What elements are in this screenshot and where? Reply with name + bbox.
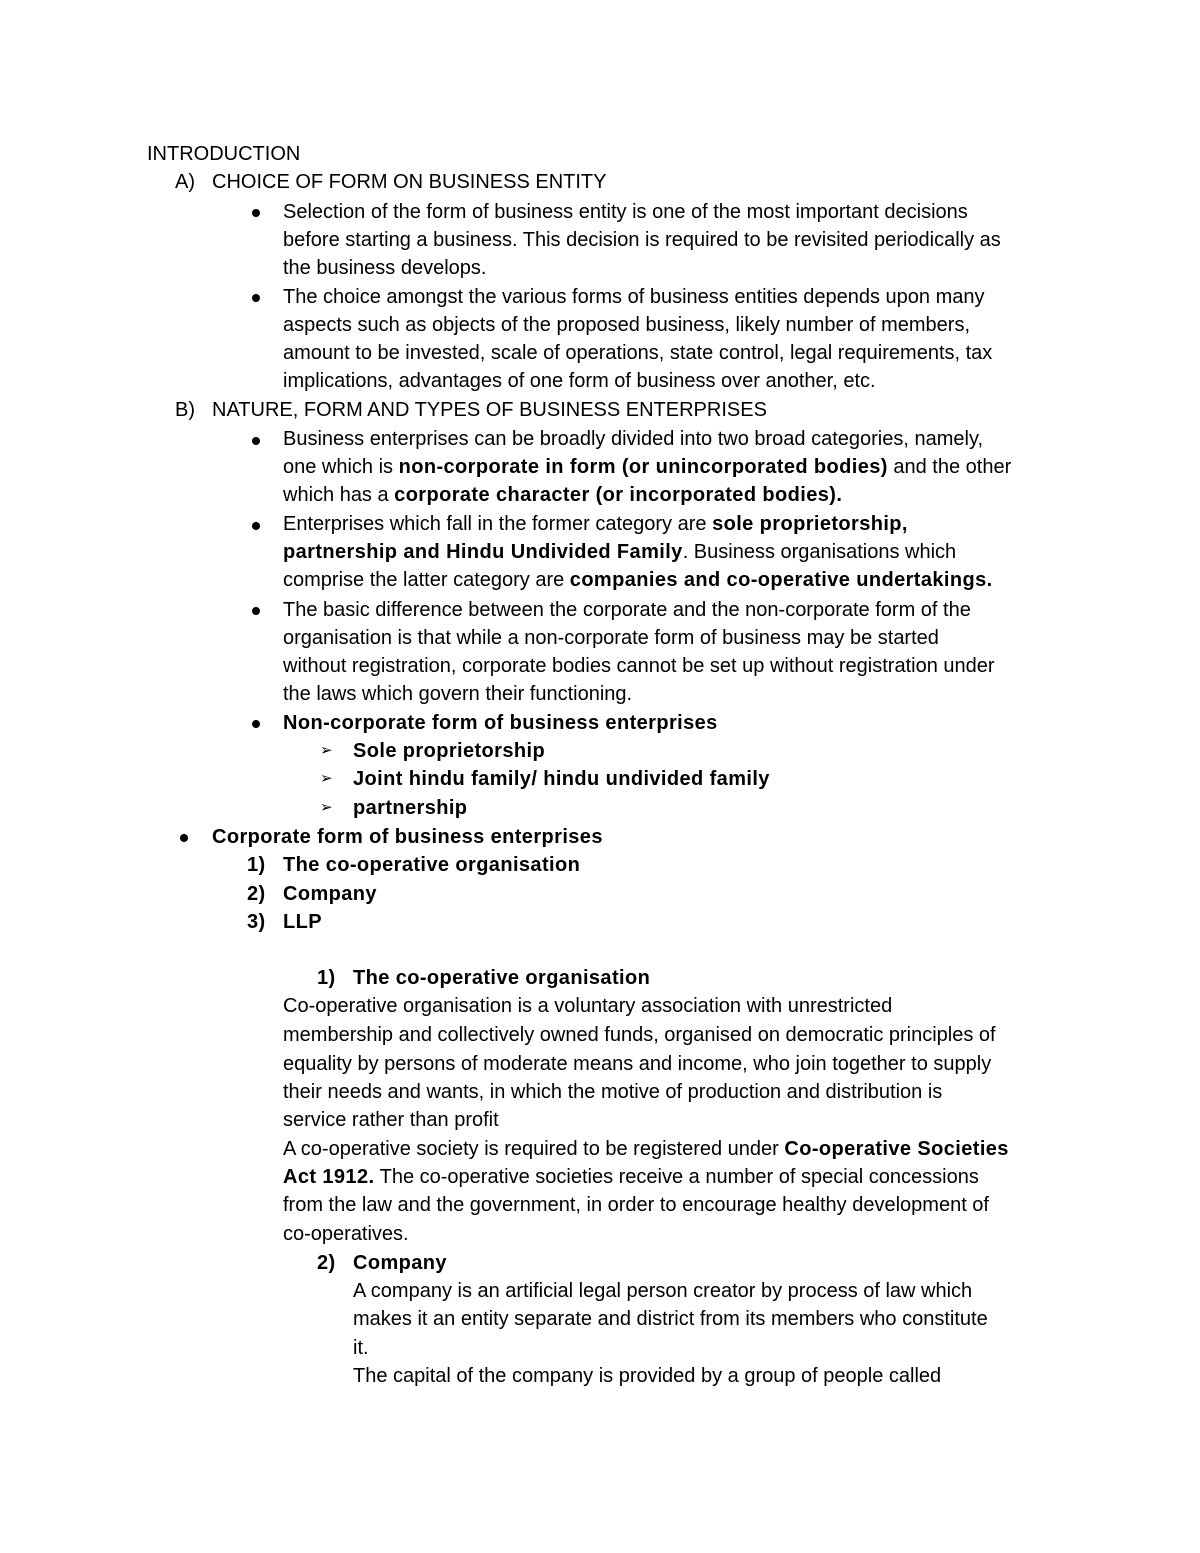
bullet-icon [252, 607, 260, 615]
section-b-bullet3-line: the laws which govern their functioning. [283, 683, 633, 705]
section-b-heading: NATURE, FORM AND TYPES OF BUSINESS ENTERPRISES [212, 399, 767, 421]
list-number: 2) [247, 883, 266, 905]
coop-para1-line: their needs and wants, in which the motive of production and distribution is [283, 1081, 943, 1103]
emphasis-text: companies and co-operative undertakings. [569, 569, 993, 591]
sub-item: partnership [353, 797, 468, 819]
section-a-bullet2-line: The choice amongst the various forms of business entities depends upon many [283, 286, 985, 308]
coop-heading: The co-operative organisation [353, 967, 651, 989]
list-number: 3) [247, 911, 266, 933]
arrow-bullet-icon: ➢ [320, 742, 333, 759]
section-a-bullet2-line: implications, advantages of one form of business over another, etc. [283, 370, 876, 392]
emphasis-text: Act 1912. [283, 1166, 375, 1188]
coop-para2-line: co-operatives. [283, 1223, 409, 1245]
coop-para2-line: A co-operative society is required to be registered under Co-operative Societies [283, 1138, 1009, 1160]
sub-item: Joint hindu family/ hindu undivided family [353, 768, 770, 790]
company-line: it. [353, 1337, 369, 1359]
section-a-bullet1-line: Selection of the form of business entity is one of the most important decisions [283, 201, 968, 223]
company-heading: Company [353, 1252, 447, 1274]
section-a-bullet2-line: amount to be invested, scale of operations, state control, legal requirements, tax [283, 342, 993, 364]
coop-para1-line: equality by persons of moderate means and income, who join together to supply [283, 1053, 992, 1075]
section-a-marker: A) [175, 171, 195, 193]
list-number: 1) [317, 967, 336, 989]
company-line: makes it an entity separate and district from its members who constitute [353, 1308, 988, 1330]
list-number: 1) [247, 854, 266, 876]
bullet-icon [252, 437, 260, 445]
bullet-icon [252, 720, 260, 728]
arrow-bullet-icon: ➢ [320, 770, 333, 787]
section-b-bullet1-line: one which is non-corporate in form (or unincorporated bodies) and the other [283, 456, 1012, 478]
emphasis-text: partnership and Hindu Undivided Family [283, 541, 683, 563]
section-b-bullet2-line: Enterprises which fall in the former category are sole proprietorship, [283, 513, 908, 535]
bullet-icon [252, 294, 260, 302]
corporate-item: LLP [283, 911, 322, 933]
emphasis-text: Co-operative Societies [784, 1138, 1009, 1160]
section-b-marker: B) [175, 399, 195, 421]
section-b-bullet4: Non-corporate form of business enterprises [283, 712, 718, 734]
bullet-icon [252, 209, 260, 217]
section-b-bullet3-line: without registration, corporate bodies cannot be set up without registration under [283, 655, 995, 677]
coop-para1-line: service rather than profit [283, 1109, 499, 1131]
company-line: The capital of the company is provided by a group of people called [353, 1365, 942, 1387]
corporate-item: The co-operative organisation [283, 854, 581, 876]
section-b-bullet1-line: which has a corporate character (or incorporated bodies). [283, 484, 843, 506]
list-number: 2) [317, 1252, 336, 1274]
sub-item: Sole proprietorship [353, 740, 546, 762]
section-a-bullet1-line: before starting a business. This decision is required to be revisited periodically as [283, 229, 1001, 251]
corporate-heading: Corporate form of business enterprises [212, 826, 603, 848]
bullet-icon [252, 522, 260, 530]
coop-para2-line: Act 1912. The co-operative societies receive a number of special concessions [283, 1166, 979, 1188]
bullet-icon [180, 834, 188, 842]
emphasis-text: corporate character (or incorporated bodies). [394, 484, 843, 506]
page-title: INTRODUCTION [147, 143, 301, 165]
section-b-bullet3-line: The basic difference between the corporate and the non-corporate form of the [283, 599, 971, 621]
section-a-heading: CHOICE OF FORM ON BUSINESS ENTITY [212, 171, 607, 193]
section-b-bullet1-line: Business enterprises can be broadly divided into two broad categories, namely, [283, 428, 984, 450]
section-b-bullet2-line: comprise the latter category are companies and co-operative undertakings. [283, 569, 993, 591]
section-a-bullet2-line: aspects such as objects of the proposed business, likely number of members, [283, 314, 971, 336]
corporate-item: Company [283, 883, 377, 905]
section-b-bullet2-line: partnership and Hindu Undivided Family. Business organisations which [283, 541, 957, 563]
emphasis-text: non-corporate in form (or unincorporated bodies) [398, 456, 888, 478]
emphasis-text: sole proprietorship, [712, 513, 908, 535]
coop-para1-line: Co-operative organisation is a voluntary association with unrestricted [283, 995, 893, 1017]
arrow-bullet-icon: ➢ [320, 799, 333, 816]
coop-para2-line: from the law and the government, in order to encourage healthy development of [283, 1194, 989, 1216]
section-b-bullet3-line: organisation is that while a non-corporate form of business may be started [283, 627, 939, 649]
coop-para1-line: membership and collectively owned funds, organised on democratic principles of [283, 1024, 996, 1046]
company-line: A company is an artificial legal person creator by process of law which [353, 1280, 973, 1302]
section-a-bullet1-line: the business develops. [283, 257, 487, 279]
